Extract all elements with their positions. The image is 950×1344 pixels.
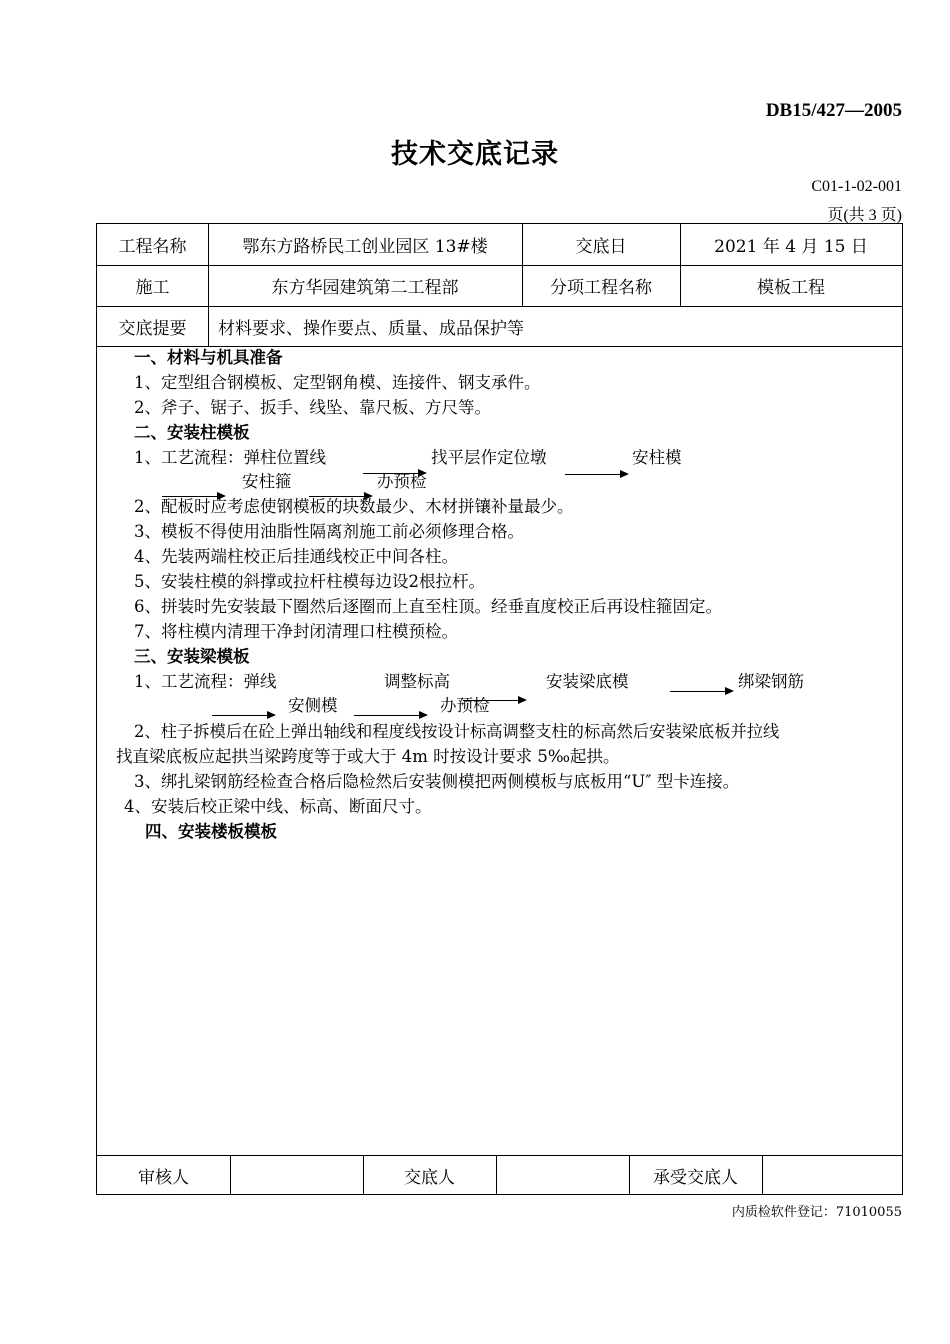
form-code: C01-1-02-001 (811, 178, 902, 195)
subitem-label: 分项工程名称 (550, 278, 652, 298)
flow-arrow (212, 715, 274, 716)
project-name-value: 鄂东方路桥民工创业园区 13#楼 (242, 237, 488, 257)
standard-number: DB15/427—2005 (765, 100, 902, 121)
section-1-item-1: 1、定型组合钢模板、定型钢角模、连接件、钢支承件。 (134, 373, 541, 392)
record-form (96, 223, 903, 1195)
section-2-item-2: 2、配板时应考虑使钢模板的块数最少、木材拼镶补量最少。 (134, 497, 574, 516)
receiver-label: 承受交底人 (653, 1167, 738, 1188)
document-title: 技术交底记录 (391, 139, 559, 170)
page-count: 页(共 3 页) (827, 207, 902, 224)
section-3-flow-step-e: 办预检 (440, 696, 490, 715)
summary-value: 材料要求、操作要点、质量、成品保护等 (218, 318, 524, 339)
summary-label: 交底提要 (118, 318, 187, 339)
col-divider (230, 1155, 231, 1195)
section-1-item-2: 2、斧子、锯子、扳手、线坠、靠尺板、方尺等。 (134, 398, 491, 417)
software-registration: 内质检软件登记：71010055 (731, 1205, 902, 1220)
section-2-item-5: 5、安装柱模的斜撑或拉杆柱模每边设2根拉杆。 (134, 572, 485, 591)
section-2-flow-label: 1、工艺流程：弹柱位置线 (134, 448, 326, 467)
reviewer-label: 审核人 (138, 1167, 189, 1188)
section-2-item-3: 3、模板不得使用油脂性隔离剂施工前必须修理合格。 (134, 522, 524, 541)
section-3-flow-step-b: 安装梁底模 (546, 672, 629, 691)
row-divider (97, 346, 902, 347)
section-3-title: 三、安装梁模板 (134, 647, 250, 666)
section-2-title: 二、安装柱模板 (134, 423, 250, 442)
col-divider (496, 1155, 497, 1195)
disclosure-date-value: 2021 年 4 月 15 日 (714, 237, 868, 257)
flow-arrow (565, 474, 627, 475)
section-2-flow-step-d: 办预检 (377, 472, 427, 491)
section-2-flow-step-b: 安柱模 (632, 448, 682, 467)
section-2-flow-step-a: 找平层作定位墩 (431, 448, 547, 467)
section-3-flow-step-c: 绑梁钢筋 (738, 672, 804, 691)
flow-arrow (670, 691, 732, 692)
disclosure-date-label: 交底日 (575, 237, 627, 257)
construction-value: 东方华园建筑第二工程部 (271, 278, 459, 298)
subitem-value: 模板工程 (757, 278, 825, 298)
section-3-item-2-line-2: 找直梁底板应起拱当梁跨度等于或大于 4m 时按设计要求 5‰起拱。 (116, 747, 620, 766)
section-1-title: 一、材料与机具准备 (134, 348, 283, 367)
section-3-flow-step-a: 调整标高 (384, 672, 450, 691)
project-name-label: 工程名称 (118, 237, 187, 257)
section-2-item-7: 7、将柱模内清理干净封闭清理口柱模预检。 (134, 622, 458, 641)
section-4-title: 四、安装楼板模板 (145, 822, 277, 841)
flow-arrow (354, 715, 426, 716)
section-2-item-4: 4、先装两端柱校正后挂通线校正中间各柱。 (134, 547, 458, 566)
section-3-flow-step-d: 安侧模 (288, 696, 338, 715)
section-3-item-3: 3、绑扎梁钢筋经检查合格后隐检然后安装侧模把两侧模板与底板用“U″ 型卡连接。 (134, 772, 740, 791)
discloser-label: 交底人 (404, 1167, 455, 1188)
section-3-item-2-line-1: 2、柱子拆模后在砼上弹出轴线和程度线按设计标高调整支柱的标高然后安装梁底板并拉线 (134, 722, 780, 741)
section-2-flow-step-c: 安柱箍 (242, 472, 292, 491)
section-3-item-4: 4、安装后校正梁中线、标高、断面尺寸。 (124, 797, 432, 816)
col-divider (762, 1155, 763, 1195)
section-2-item-6: 6、拼装时先安装最下圈然后逐圈而上直至柱顶。经垂直度校正后再设柱箍固定。 (134, 597, 722, 616)
construction-label: 施工 (135, 278, 170, 298)
section-3-flow-label: 1、工艺流程：弹线 (134, 672, 277, 691)
col-divider (208, 306, 209, 346)
